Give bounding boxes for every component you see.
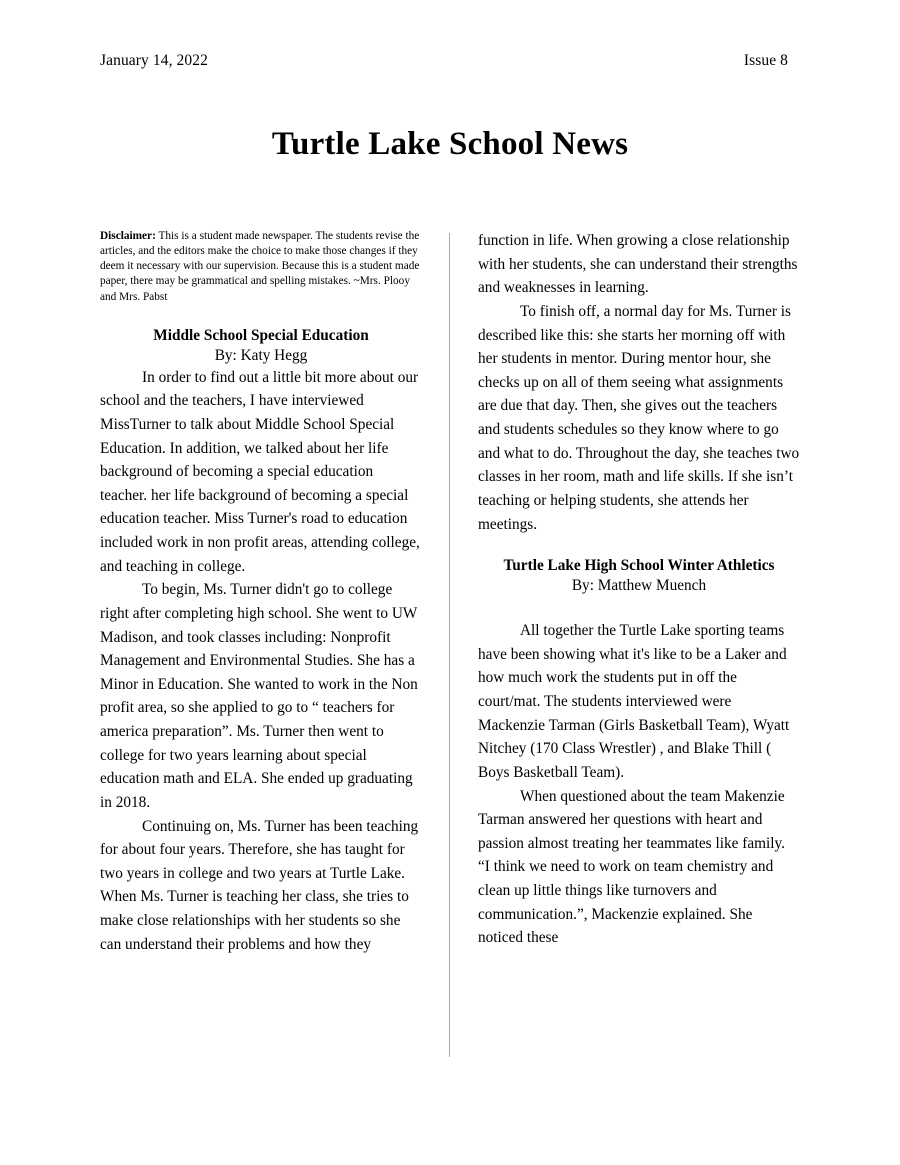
article-byline-special-education: By: Katy Hegg bbox=[214, 346, 308, 364]
article-title-special-education: Middle School Special Education bbox=[153, 326, 369, 344]
article-columns bbox=[100, 229, 800, 956]
right-column bbox=[478, 229, 800, 950]
left-column bbox=[100, 229, 422, 956]
paragraph: All together the Turtle Lake sporting teams have been showing what it's like to be a Laker and how much work the students put in off the court/mat. The students interviewed were Mackenzie Tarman (Girls Basketball Team), Wyatt Nitchey (170 Class Wrestler) , and Blake Thill ( Boys Basketball Team). bbox=[478, 622, 790, 781]
paragraph-continued: function in life. When growing a close relationship with her students, she can understand their strengths and weaknesses in learning. bbox=[478, 232, 798, 297]
paragraph-spacer bbox=[478, 596, 800, 619]
disclaimer-block bbox=[100, 229, 422, 305]
issue-number: Issue 8 bbox=[743, 52, 788, 69]
disclaimer-label: Disclaimer: bbox=[100, 230, 156, 242]
issue-date: January 14, 2022 bbox=[100, 52, 208, 69]
paragraph: In order to find out a little bit more about our school and the teachers, I have interviewed MissTurner to talk about Middle School Special Education. In addition, we talked about her life background of becoming a special education teacher. her life background of becoming a special education teacher. Miss Turner's road to education included work in non profit areas, attending college, and teaching in college. bbox=[100, 368, 420, 575]
paragraph: To begin, Ms. Turner didn't go to college right after completing high school. She went to UW Madison, and took classes including: Nonprofit Management and Environmental Studies. She has a Minor in Education. She wanted to work in the Non profit area, so she applied to go to “ teachers for america preparation”. Ms. Turner then went to college for two years learning about special education math and ELA. She ended up graduating in 2018. bbox=[100, 581, 418, 811]
paragraph: Continuing on, Ms. Turner has been teaching for about four years. Therefore, she has taught for two years in college and two years at Turtle Lake. When Ms. Turner is teaching her class, she tries to make close relationships with her students so she can understand their problems and how they bbox=[100, 817, 419, 953]
masthead bbox=[100, 52, 788, 69]
paragraph: When questioned about the team Makenzie Tarman answered her questions with heart and passion almost treating her teammates like family. “I think we need to work on team chemistry and clean up little things like turnovers and communication.”, Mackenzie explained. She noticed these bbox=[478, 787, 785, 947]
paragraph: To finish off, a normal day for Ms. Turner is described like this: she starts her morning off with her students in mentor. During mentor hour, she checks up on all of them seeing what assignments are due that day. Then, she gives out the teachers and students schedules so they know where to go and what to do. Throughout the day, she teaches two classes in her room, math and life skills. If she isn’t teaching or helping students, she attends her meetings. bbox=[478, 302, 800, 533]
article-title-winter-athletics: Turtle Lake High School Winter Athletics bbox=[503, 557, 775, 575]
article-byline-winter-athletics: By: Matthew Muench bbox=[571, 577, 707, 594]
disclaimer-text: This is a student made newspaper. The students revise the articles, and the editors make the choice to make those changes if they deem it necessary with our supervision. Because this is a student made paper, there may be grammatical and spelling mistakes. ~Mrs. Plooy and Mrs. Pabst bbox=[100, 230, 420, 303]
page-title: Turtle Lake School News bbox=[271, 126, 629, 162]
column-divider-rule bbox=[449, 233, 450, 1057]
column-gutter bbox=[422, 229, 478, 956]
